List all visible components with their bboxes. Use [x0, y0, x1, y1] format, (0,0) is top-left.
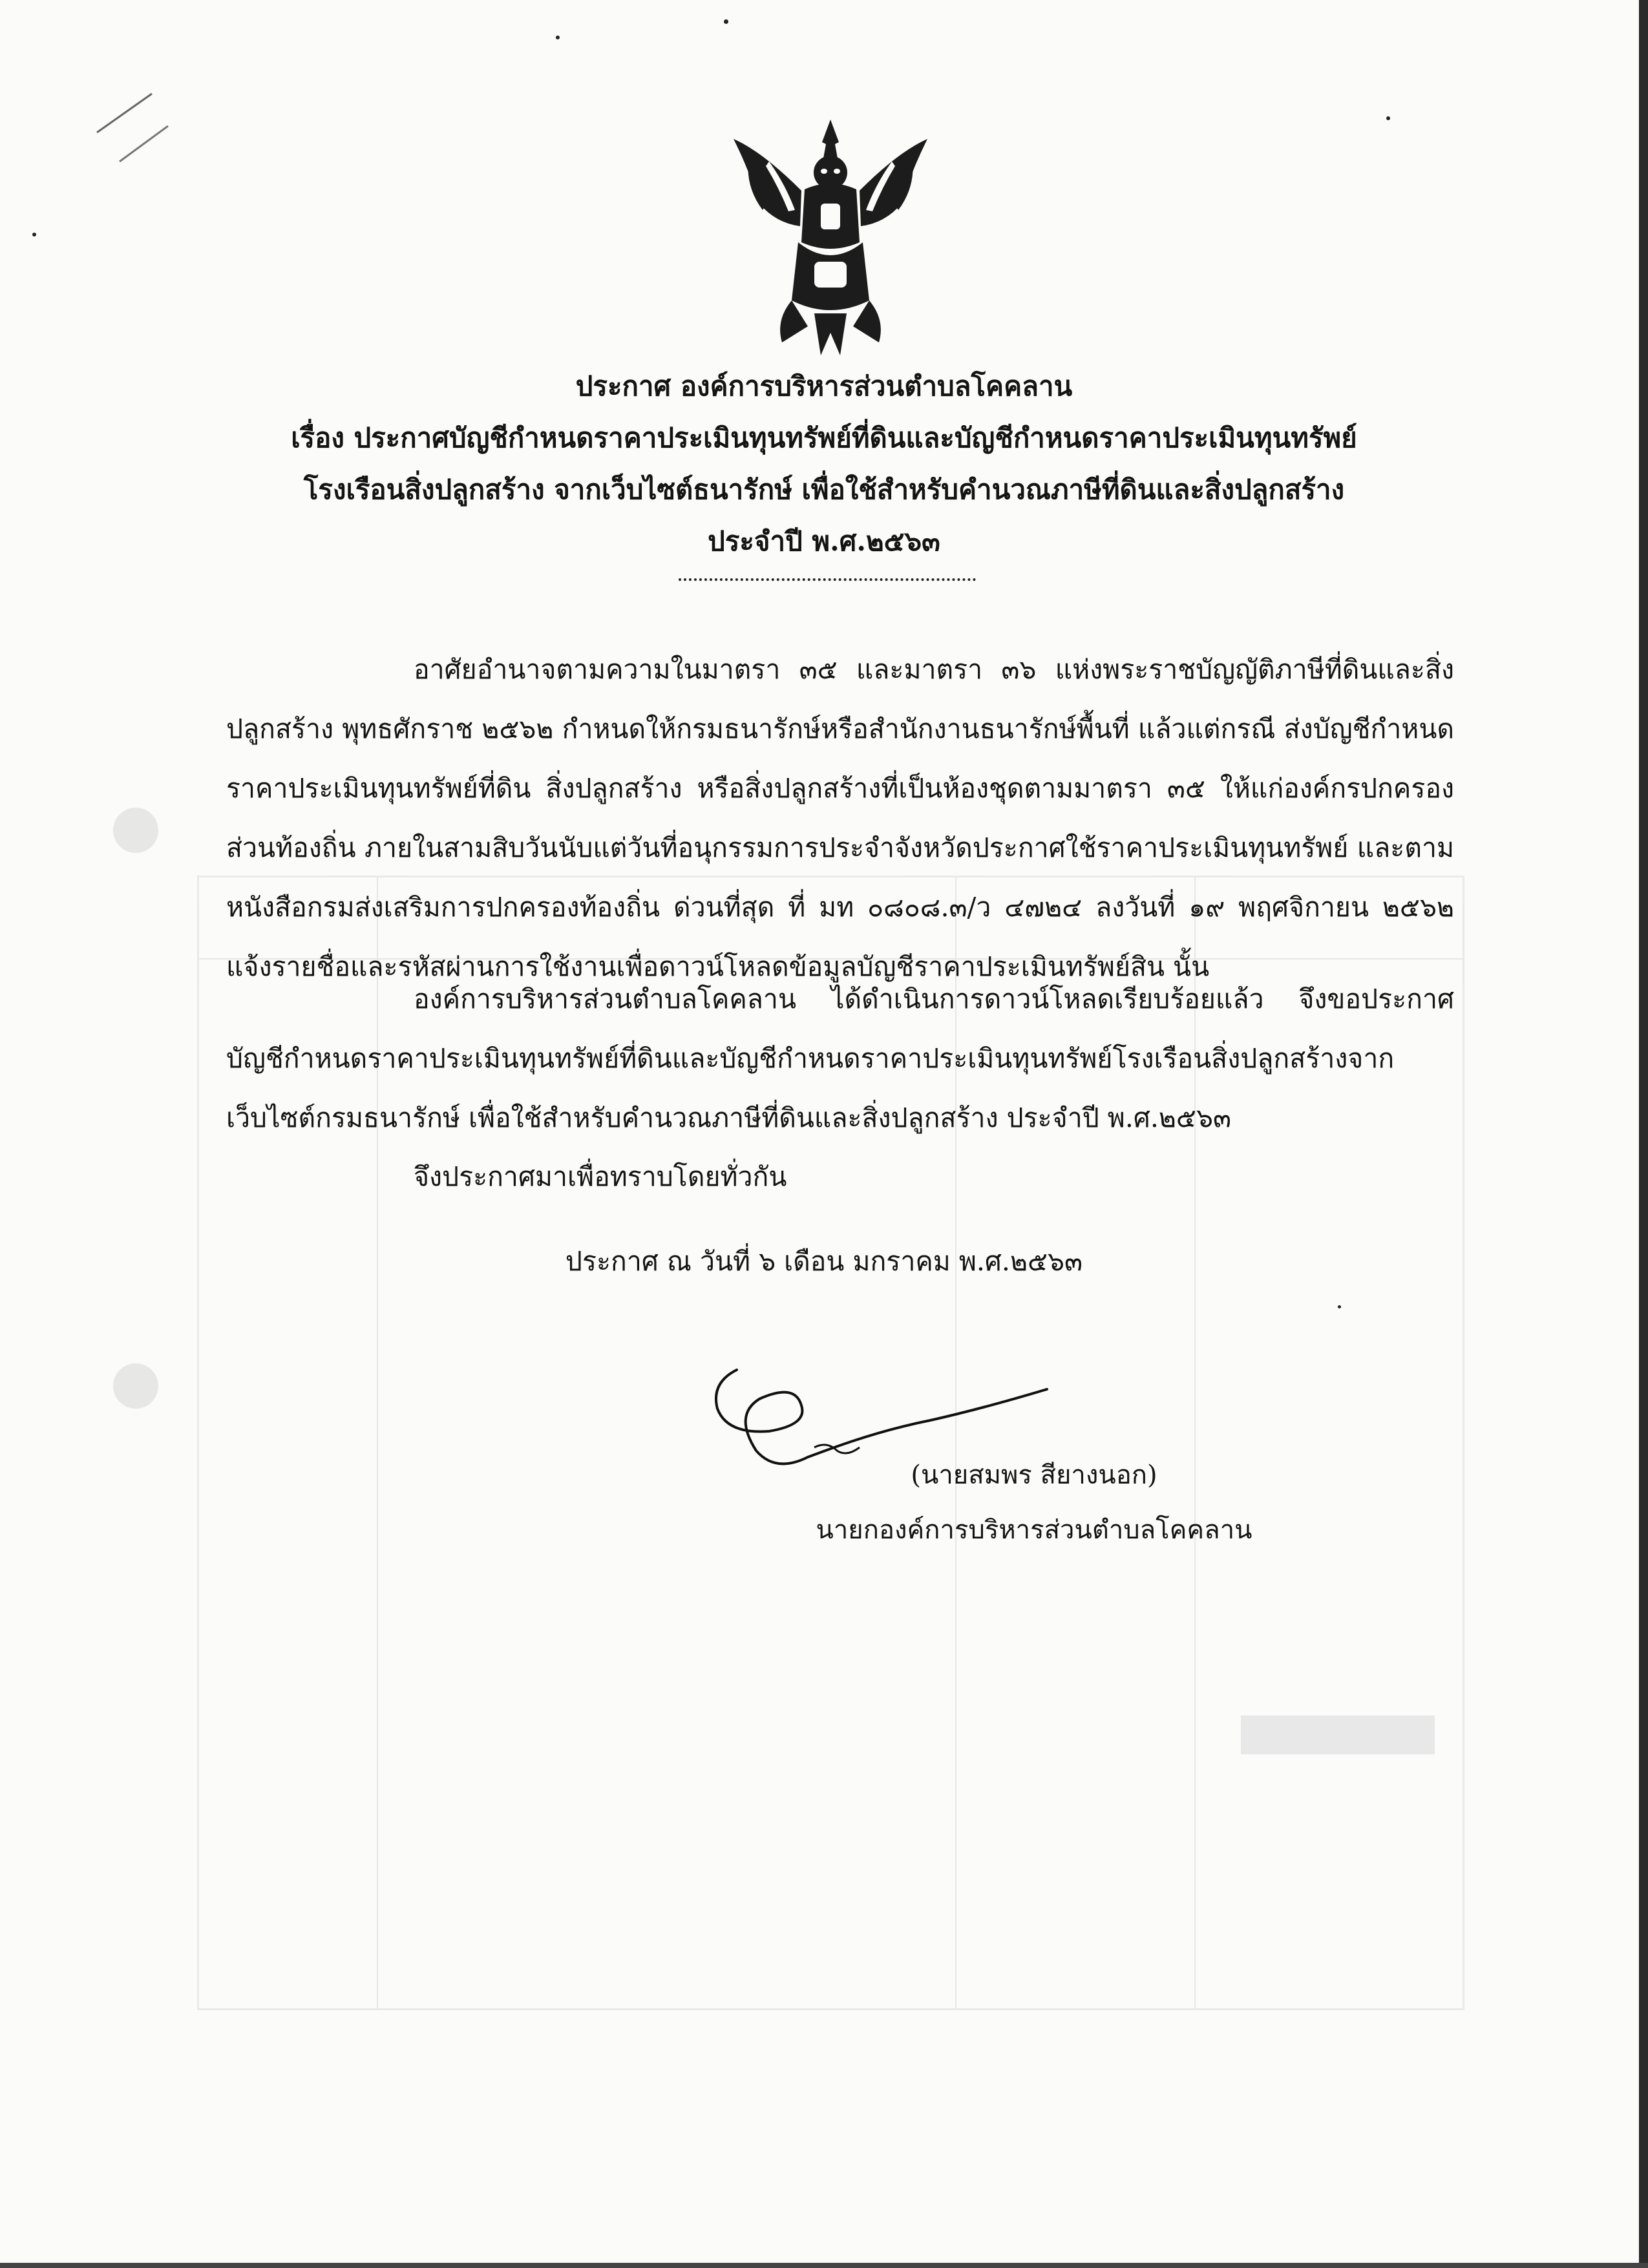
garuda-emblem [724, 113, 937, 359]
signatory-name: (นายสมพร สียางนอก) [911, 1460, 1157, 1490]
announcement-title: ประกาศ องค์การบริหารส่วนตำบลโคคลาน [575, 370, 1073, 402]
subject-line: โรงเรือนสิ่งปลูกสร้าง จากเว็บไซต์ธนารักษ์ เพื่อใช้สำหรับคำนวณภาษีที่ดินและสิ่งปลูกสร้าง [303, 474, 1345, 505]
scan-edge-bottom [0, 2263, 1648, 2268]
scan-speck [1338, 1305, 1341, 1308]
closing-paragraph: จึงประกาศมาเพื่อทราบโดยทั่วกัน [414, 1161, 787, 1192]
bleed-through-mark [113, 1363, 158, 1409]
scan-speck [556, 36, 560, 39]
scan-speck [724, 19, 728, 24]
signatory-position: นายกองค์การบริหารส่วนตำบลโคคลาน [816, 1515, 1252, 1545]
subject-line: ประจำปี พ.ศ.๒๕๖๓ [708, 525, 940, 557]
scan-speck [1386, 116, 1390, 120]
bleed-through-mark [113, 808, 158, 853]
bleed-through-stamp [1241, 1716, 1435, 1754]
scan-speck [32, 233, 36, 236]
body-paragraph: องค์การบริหารส่วนตำบลโคคลาน ได้ดำเนินการดาวน์โหลดเรียบร้อยแล้ว จึงขอประกาศบัญชีกำหนดราคาประเมินทุนทรัพย์ที่ดินและบัญชีกำหนดราคาประเมินทุนทรัพย์โรงเรือนสิ่งปลูกสร้างจากเว็บไซต์กรมธนารักษ์ เพื่อใช้สำหรับคำนวณภาษีที่ดินและสิ่งปลูกสร้าง ประจำปี พ.ศ.๒๕๖๓ [226, 983, 1454, 1133]
body-paragraph: อาศัยอำนาจตามความในมาตรา ๓๕ และมาตรา ๓๖ แห่งพระราชบัญญัติภาษีที่ดินและสิ่งปลูกสร้าง พุทธศักราช ๒๕๖๒ กำหนดให้กรมธนารักษ์หรือสำนักงานธนารักษ์พื้นที่ แล้วแต่กรณี ส่งบัญชีกำหนดราคาประเมินทุนทรัพย์ที่ดิน สิ่งปลูกสร้าง หรือสิ่งปลูกสร้างที่เป็นห้องชุดตามมาตรา ๓๕ ให้แก่องค์กรปกครองส่วนท้องถิ่น ภายในสามสิบวันนับแต่วันที่อนุกรรมการประจำจังหวัดประกาศใช้ราคาประเมินทุนทรัพย์ และตามหนังสือกรมส่งเสริมการปกครองท้องถิ่น ด่วนที่สุด ที่ มท ๐๘๐๘.๓/ว ๔๗๒๔ ลงวันที่ ๑๙ พฤศจิกายน ๒๕๖๒ แจ้งรายชื่อและรหัสผ่านการใช้งานเพื่อดาวน์โหลดข้อมูลบัญชีราคาประเมินทรัพย์สิน นั้น [226, 654, 1454, 982]
announcement-date: ประกาศ ณ วันที่ ๖ เดือน มกราคม พ.ศ.๒๕๖๓ [565, 1246, 1083, 1277]
scan-scratch [90, 87, 174, 171]
subject-line: เรื่อง ประกาศบัญชีกำหนดราคาประเมินทุนทรัพย์ที่ดินและบัญชีกำหนดราคาประเมินทุนทรัพย์ [291, 422, 1357, 454]
scan-edge [1639, 0, 1648, 2268]
dotted-separator [679, 578, 976, 581]
